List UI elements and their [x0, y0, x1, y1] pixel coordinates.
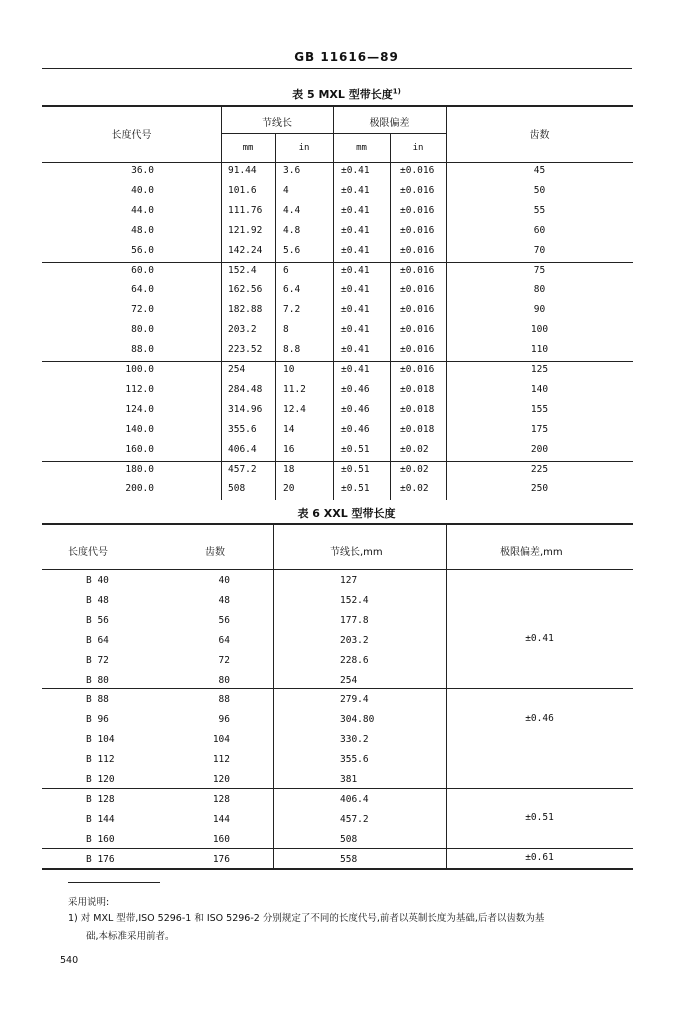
table5-cell-tol-in: ±0.016	[400, 264, 435, 276]
table5-cell-mm: 162.56	[228, 284, 263, 296]
table5-cell-code: 88.0	[131, 344, 154, 356]
table5-vline-2	[333, 105, 334, 500]
table5-cell-tol-in: ±0.016	[400, 244, 435, 256]
table5-cell-tol-mm: ±0.41	[341, 284, 370, 296]
table5-vline-1	[221, 105, 222, 500]
table5-cell-mm: 508	[228, 483, 246, 495]
table5-cell-code: 100.0	[125, 364, 154, 375]
table6-cell-teeth: 80	[218, 674, 230, 686]
table5-cell-mm: 101.6	[228, 184, 257, 196]
table5-cell-code: 64.0	[131, 284, 154, 296]
table5-cell-tol-mm: ±0.41	[341, 165, 370, 176]
table5-caption	[0, 86, 693, 102]
table5-cell-teeth: 70	[533, 244, 546, 256]
table5-cell-in: 10	[283, 364, 295, 375]
table6-cell-pitch: 558	[340, 853, 358, 865]
table6-cell-code: B 160	[86, 833, 115, 845]
table5-cell-code: 48.0	[131, 224, 154, 236]
table5-cell-teeth: 155	[530, 403, 549, 415]
table5-unit-in: in	[298, 143, 310, 153]
table5-cell-mm: 121.92	[228, 224, 263, 236]
table5-cell-tol-in: ±0.02	[400, 443, 429, 455]
table5-cell-in: 14	[283, 423, 295, 435]
table6-cell-pitch: 152.4	[340, 594, 369, 606]
table5-cell-tol-in: ±0.02	[400, 463, 429, 475]
table6-header-pitch-length: 节线长,mm	[330, 547, 383, 558]
table5-cell-code: 80.0	[131, 324, 154, 336]
table6-group-rule-1	[42, 688, 633, 689]
table5-cell-in: 8	[283, 324, 289, 336]
table6-cell-code: B 144	[86, 813, 115, 825]
table5-cell-mm: 203.2	[228, 324, 257, 336]
table5-cell-tol-in: ±0.016	[400, 204, 435, 216]
table5-cell-tol-in: ±0.018	[400, 403, 435, 415]
table6-vline-1	[273, 523, 274, 868]
table6-header-teeth: 齿数	[205, 547, 225, 558]
table6-cell-pitch: 254	[340, 674, 358, 686]
table5-cell-tol-mm: ±0.46	[341, 423, 370, 435]
table5-cell-in: 20	[283, 483, 295, 495]
table6-cell-pitch: 304.80	[340, 714, 375, 726]
table5-cell-tol-in: ±0.016	[400, 344, 435, 356]
table6-tolerance: ±0.41	[525, 633, 554, 644]
table5-cell-tol-in: ±0.016	[400, 284, 435, 296]
table6-cell-teeth: 144	[212, 813, 230, 825]
table5-cell-teeth: 55	[533, 204, 546, 216]
table5-cell-mm: 355.6	[228, 423, 257, 435]
table5-cell-teeth: 50	[533, 184, 546, 196]
table5-cell-tol-mm: ±0.51	[341, 483, 370, 495]
table6-cell-teeth: 160	[212, 833, 230, 845]
footnote-mark: 1)	[392, 87, 401, 96]
table5-cell-tol-in: ±0.018	[400, 423, 435, 435]
table6-cell-teeth: 40	[218, 575, 230, 586]
table6-cell-code: B 80	[86, 674, 109, 686]
table5-header-length-code: 长度代号	[111, 130, 152, 141]
table5-group-rule-2	[42, 361, 633, 362]
table5-unit-mm: mm	[242, 143, 254, 153]
table5-cell-tol-mm: ±0.51	[341, 443, 370, 455]
table5-unit-tol-in: in	[412, 143, 424, 153]
header-rule	[42, 68, 632, 69]
table6-cell-teeth: 96	[218, 714, 230, 726]
table5-cell-in: 4	[283, 184, 289, 196]
table5-cell-mm: 142.24	[228, 244, 263, 256]
table5-cell-tol-mm: ±0.41	[341, 184, 370, 196]
table5-cell-tol-mm: ±0.41	[341, 304, 370, 316]
table6-cell-pitch: 228.6	[340, 654, 369, 666]
table5-cell-mm: 111.76	[228, 204, 263, 216]
table6-cell-teeth: 64	[218, 634, 230, 646]
table5-cell-tol-mm: ±0.41	[341, 364, 370, 375]
table6-cell-code: B 128	[86, 793, 115, 805]
table6-group-rule-3	[42, 848, 633, 849]
table6-cell-pitch: 203.2	[340, 634, 369, 646]
table5-cell-code: 60.0	[131, 264, 154, 276]
table5-cell-in: 5.6	[283, 244, 301, 256]
table6-cell-pitch: 127	[340, 575, 358, 586]
notes-item: 1) 对 MXL 型带,ISO 5296-1 和 ISO 5296-2 分别规定了不同的长度代号,前者以英制长度为基础,后者以齿数为基	[68, 913, 545, 924]
table6-cell-code: B 40	[86, 575, 109, 586]
table6-cell-pitch: 381	[340, 774, 358, 785]
table5-cell-in: 12.4	[283, 403, 306, 415]
table5-cell-mm: 223.52	[228, 344, 263, 356]
table5-cell-mm: 182.88	[228, 304, 263, 316]
table5-cell-code: 72.0	[131, 304, 154, 316]
notes-heading: 采用说明:	[68, 897, 110, 908]
table6-cell-pitch: 330.2	[340, 734, 369, 746]
table5-cell-code: 40.0	[131, 184, 154, 196]
table5-cell-tol-in: ±0.016	[400, 184, 435, 196]
table5-header-rule	[42, 162, 633, 163]
table5-group-rule-1	[42, 262, 633, 263]
table5-cell-mm: 406.4	[228, 443, 257, 455]
table5-cell-mm: 152.4	[228, 264, 257, 276]
table5-header-pitch-length: 节线长	[262, 118, 292, 129]
table5-cell-code: 140.0	[125, 423, 154, 435]
table6-cell-pitch: 355.6	[340, 754, 369, 766]
table5-cell-tol-in: ±0.016	[400, 324, 435, 336]
table6-group-rule-2	[42, 788, 633, 789]
table6-cell-code: B 176	[86, 853, 115, 865]
table5-cell-code: 200.0	[125, 483, 154, 495]
table6-cell-code: B 64	[86, 634, 109, 646]
table5-cell-in: 11.2	[283, 383, 306, 395]
table5-cell-tol-mm: ±0.41	[341, 204, 370, 216]
table6-cell-teeth: 88	[218, 694, 230, 706]
table5-cell-teeth: 225	[530, 463, 549, 475]
table5-cell-tol-mm: ±0.41	[341, 224, 370, 236]
table6-cell-code: B 96	[86, 714, 109, 726]
table5-cell-teeth: 175	[530, 423, 549, 435]
table5-cell-teeth: 75	[533, 264, 546, 276]
table5-cell-tol-in: ±0.016	[400, 224, 435, 236]
table5-cell-in: 18	[283, 463, 295, 475]
table6-header-rule	[42, 569, 633, 570]
table6-cell-code: B 120	[86, 774, 115, 785]
notes-item-continued: 础,本标准采用前者。	[86, 931, 175, 942]
table5-cell-code: 44.0	[131, 204, 154, 216]
table5-cell-code: 112.0	[125, 383, 154, 395]
table5-unit-tol-mm: mm	[356, 143, 367, 153]
table5-header-tolerance: 极限偏差	[369, 118, 410, 129]
table6-cell-pitch: 406.4	[340, 793, 369, 805]
table5-vline-tol	[390, 133, 391, 500]
table5-caption-text: 表 5 MXL 型带长度	[292, 88, 393, 101]
table5-cell-mm: 284.48	[228, 383, 263, 395]
standard-number: GB 11616—89	[294, 50, 399, 64]
table5-cell-in: 4.8	[283, 224, 301, 236]
table5-cell-tol-mm: ±0.41	[341, 244, 370, 256]
table6-tolerance: ±0.51	[525, 812, 554, 823]
table6-bottom-rule	[42, 868, 633, 870]
table5-cell-teeth: 100	[530, 324, 549, 336]
table6-cell-teeth: 128	[212, 793, 230, 805]
table5-cell-teeth: 200	[530, 443, 549, 455]
table5-cell-mm: 314.96	[228, 403, 263, 415]
table6-cell-teeth: 72	[218, 654, 230, 666]
table6-cell-teeth: 176	[212, 853, 230, 865]
table5-cell-teeth: 125	[530, 364, 549, 375]
table5-cell-tol-in: ±0.018	[400, 383, 435, 395]
table5-cell-code: 180.0	[125, 463, 154, 475]
table5-header-teeth: 齿数	[529, 130, 550, 141]
table5-cell-teeth: 80	[533, 284, 546, 296]
table6-cell-code: B 112	[86, 754, 115, 766]
table6-cell-code: B 72	[86, 654, 109, 666]
page-number: 540	[60, 955, 79, 966]
table5-cell-teeth: 250	[530, 483, 549, 495]
table5-cell-tol-in: ±0.016	[400, 364, 435, 375]
table6-cell-teeth: 104	[212, 734, 230, 746]
table5-cell-in: 6.4	[283, 284, 301, 296]
table6-cell-code: B 56	[86, 614, 109, 626]
table5-cell-in: 3.6	[283, 165, 301, 176]
table5-cell-in: 7.2	[283, 304, 301, 316]
table6-cell-pitch: 508	[340, 833, 358, 845]
table5-cell-tol-mm: ±0.41	[341, 264, 370, 276]
table6-cell-pitch: 279.4	[340, 694, 369, 706]
table6-top-rule	[42, 523, 633, 525]
table5-cell-teeth: 90	[533, 304, 546, 316]
table6-cell-teeth: 56	[218, 614, 230, 626]
table5-cell-mm: 91.44	[228, 165, 257, 176]
notes-rule	[68, 882, 160, 883]
table5-cell-tol-mm: ±0.41	[341, 344, 370, 356]
table6-header-tolerance: 极限偏差,mm	[500, 547, 563, 558]
table6-cell-pitch: 457.2	[340, 813, 369, 825]
table5-cell-tol-in: ±0.016	[400, 165, 435, 176]
table5-cell-tol-in: ±0.02	[400, 483, 429, 495]
table5-cell-code: 56.0	[131, 244, 154, 256]
table6-caption: 表 6 XXL 型带长度	[297, 507, 396, 520]
table6-tolerance: ±0.46	[525, 713, 554, 724]
table5-cell-code: 36.0	[131, 165, 154, 176]
table5-cell-tol-mm: ±0.41	[341, 324, 370, 336]
table5-top-rule	[42, 105, 633, 107]
table5-cell-teeth: 140	[530, 383, 549, 395]
table6-cell-code: B 48	[86, 594, 109, 606]
table6-cell-teeth: 112	[212, 754, 230, 766]
table6-cell-code: B 88	[86, 694, 109, 706]
table6-cell-pitch: 177.8	[340, 614, 369, 626]
table5-cell-code: 160.0	[125, 443, 154, 455]
table5-cell-teeth: 110	[530, 344, 549, 356]
table6-cell-teeth: 48	[218, 594, 230, 606]
table5-cell-mm: 457.2	[228, 463, 257, 475]
table5-cell-in: 16	[283, 443, 295, 455]
table5-cell-in: 4.4	[283, 204, 301, 216]
table6-cell-code: B 104	[86, 734, 115, 746]
table6-header-length-code: 长度代号	[68, 547, 108, 558]
table5-cell-code: 124.0	[125, 403, 154, 415]
table5-cell-teeth: 60	[533, 224, 546, 236]
table5-cell-mm: 254	[228, 364, 246, 375]
table5-cell-tol-mm: ±0.46	[341, 383, 370, 395]
table5-cell-tol-in: ±0.016	[400, 304, 435, 316]
table5-cell-in: 6	[283, 264, 289, 276]
table5-cell-teeth: 45	[533, 165, 546, 176]
table5-cell-tol-mm: ±0.51	[341, 463, 370, 475]
table5-group-rule-3	[42, 461, 633, 462]
table5-cell-in: 8.8	[283, 344, 301, 356]
table6-cell-teeth: 120	[212, 774, 230, 785]
table5-cell-tol-mm: ±0.46	[341, 403, 370, 415]
table6-tolerance: ±0.61	[525, 852, 554, 863]
